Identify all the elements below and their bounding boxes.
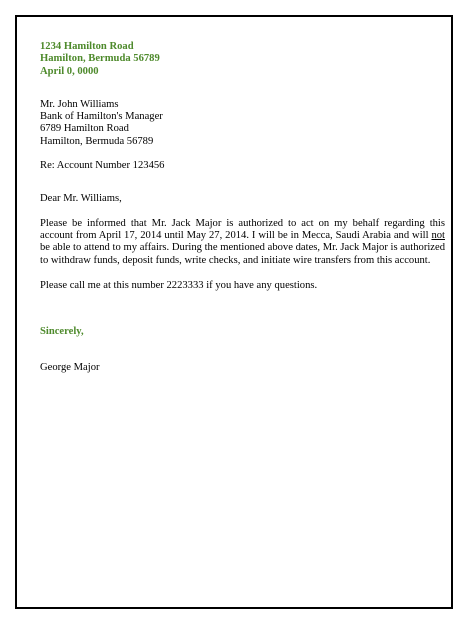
letter-date: April 0, 0000 [40,65,99,77]
recipient-address-line2: Hamilton, Bermuda 56789 [40,135,154,147]
body-paragraph-1-part2: be able to attend to my affairs. During the mentioned above dates, Mr. Jack Major is authorized to withdraw funds, deposit funds, write checks, and initiate wire transfers from this account. [40,242,445,266]
closing: Sincerely, [40,326,84,338]
recipient-name: Mr. John Williams [40,98,119,110]
letter-body [40,41,445,375]
sender-address-block [40,41,445,78]
body-paragraph-2: Please call me at this number 2223333 if you have any questions. [40,279,318,291]
recipient-title: Bank of Hamilton's Manager [40,111,163,123]
sender-address-line1: 1234 Hamilton Road [40,41,134,52]
salutation: Dear Mr. Williams, [40,193,122,205]
body-paragraph-1-part1: Please be informed that Mr. Jack Major is authorized to act on my behalf regarding this account from April 17, 2014 until May 27, 2014. I will be in Mecca, Saudi Arabia and will [40,217,445,241]
recipient-address-line1: 6789 Hamilton Road [40,123,129,135]
recipient-address-block [40,99,445,148]
body-paragraph-1-emphasis: not [431,229,445,241]
subject-line: Re: Account Number 123456 [40,160,165,172]
sender-address-line2: Hamilton, Bermuda 56789 [40,53,160,65]
body-paragraph-1 [40,218,445,267]
signature-name: George Major [40,362,100,374]
